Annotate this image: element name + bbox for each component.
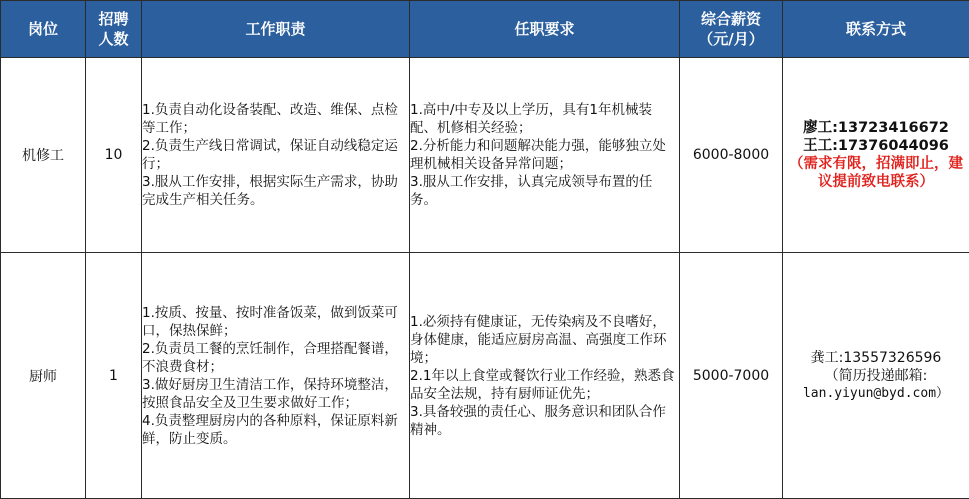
cell-salary: 5000-7000 xyxy=(680,253,783,499)
cell-contact xyxy=(783,253,969,499)
table-row xyxy=(1,253,969,499)
cell-duties xyxy=(142,58,410,253)
requirement-line: 1.高中/中专及以上学历，具有1年机械装配、机修相关经验； xyxy=(410,101,679,137)
header-headcount-text: 招聘 人数 xyxy=(98,10,128,48)
requirement-line: 2.分析能力和问题解决能力强，能够独立处理机械相关设备异常问题； xyxy=(410,137,679,173)
contact-email: lan.yiyun@byd.com） xyxy=(783,385,969,403)
header-requirements: 任职要求 xyxy=(410,1,680,58)
cell-headcount: 10 xyxy=(86,58,142,253)
requirement-line: 3.服从工作安排，认真完成领导布置的任务。 xyxy=(410,173,679,209)
duty-line: 1.负责自动化设备装配、改造、维保、点检等工作； xyxy=(142,101,409,137)
duty-line: 2.负责生产线日常调试，保证自动线稳定运行； xyxy=(142,137,409,173)
cell-headcount: 1 xyxy=(86,253,142,499)
header-row xyxy=(1,1,969,58)
header-headcount xyxy=(86,1,142,58)
duty-line: 2.负责员工餐的烹饪制作，合理搭配餐谱，不浪费食材； xyxy=(142,340,409,376)
contact-phone: 王工:17376044096 xyxy=(783,137,969,155)
requirement-line: 3.具备较强的责任心、服务意识和团队合作精神。 xyxy=(410,403,679,439)
header-contact: 联系方式 xyxy=(783,1,969,58)
cell-contact xyxy=(783,58,969,253)
header-duties: 工作职责 xyxy=(142,1,410,58)
duty-line: 3.做好厨房卫生清洁工作，保持环境整洁，按照食品安全及卫生要求做好工作； xyxy=(142,376,409,412)
duty-line: 1.按质、按量、按时准备饭菜，做到饭菜可口，保热保鲜； xyxy=(142,304,409,340)
header-salary-text: 综合薪资 （元/月） xyxy=(698,10,763,48)
requirement-line: 2.1年以上食堂或餐饮行业工作经验，熟悉食品安全法规，持有厨师证优先； xyxy=(410,367,679,403)
cell-position: 机修工 xyxy=(1,58,86,253)
header-position: 岗位 xyxy=(1,1,86,58)
cell-requirements xyxy=(410,58,680,253)
cell-requirements xyxy=(410,253,680,499)
cell-salary: 6000-8000 xyxy=(680,58,783,253)
cell-duties xyxy=(142,253,410,499)
contact-phone: 龚工:13557326596 xyxy=(783,349,969,367)
cell-position: 厨师 xyxy=(1,253,86,499)
duty-line: 3.服从工作安排，根据实际生产需求，协助完成生产相关任务。 xyxy=(142,173,409,209)
header-salary xyxy=(680,1,783,58)
table-row xyxy=(1,58,969,253)
contact-email-label: （简历投递邮箱: xyxy=(783,367,969,385)
contact-phone: 廖工:13723416672 xyxy=(783,119,969,137)
requirement-line: 1.必须持有健康证，无传染病及不良嗜好，身体健康，能适应厨房高温、高强度工作环境； xyxy=(410,313,679,367)
contact-note: （需求有限，招满即止，建议提前致电联系） xyxy=(783,155,969,191)
duty-line: 4.负责整理厨房内的各种原料，保证原料新鲜，防止变质。 xyxy=(142,412,409,448)
